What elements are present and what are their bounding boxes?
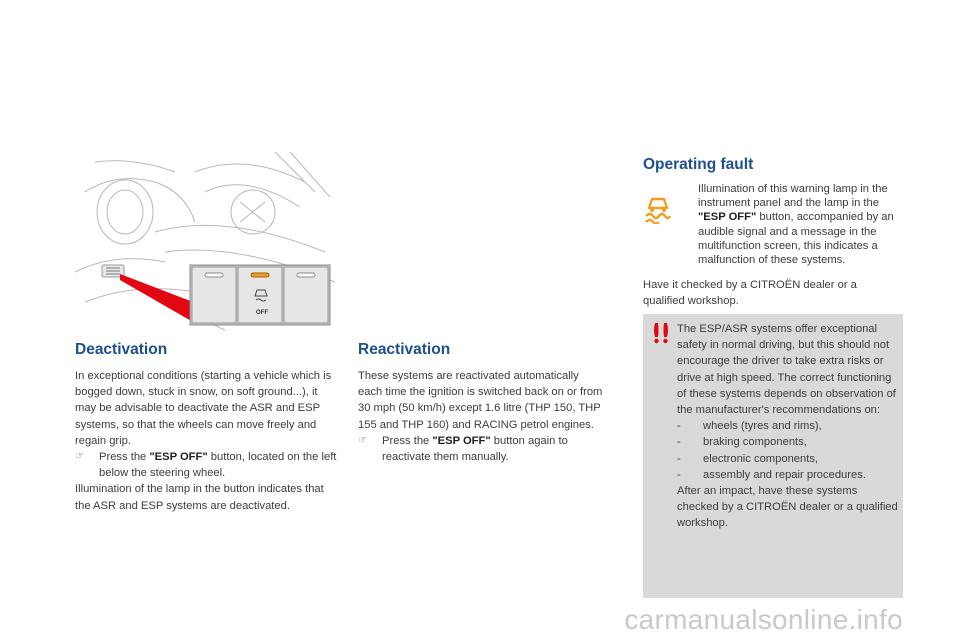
reactivation-title: Reactivation (358, 341, 451, 358)
lamp-text-1: Illumination of this warning lamp in the instrument panel and the lamp in the (698, 183, 888, 210)
operating-fault-title: Operating fault (643, 156, 754, 173)
lamp-row (643, 182, 905, 267)
list-item: - braking components, (677, 434, 899, 450)
reactivation-section (358, 341, 606, 465)
list-item-text: wheels (tyres and rims), (703, 420, 822, 433)
list-item: - assembly and repair procedures. (677, 467, 899, 483)
watermark: carmanualsonline.info (624, 604, 903, 635)
list-item-text: assembly and repair procedures. (703, 468, 866, 481)
bullet-prefix: Press the (99, 451, 150, 464)
exclamation-warning-icon (651, 322, 671, 349)
dashboard-illustration (75, 152, 338, 332)
pointer-wedge (120, 274, 193, 322)
check-text: Have it checked by a CITROËN dealer or a qualified workshop. (643, 279, 857, 308)
deactivation-para2: Illumination of the lamp in the button indicates that the ASR and ESP systems are deactivated. (75, 483, 324, 512)
esp-off-bold: "ESP OFF" (432, 434, 491, 447)
bullet-suffix: button again to reactivate them manually. (382, 434, 568, 464)
deactivation-bullet-text (99, 449, 340, 481)
dashboard-drawing (75, 152, 338, 332)
list-item-text: electronic components, (703, 452, 819, 465)
deactivation-para1: In exceptional conditions (starting a vehicle which is bogged down, stuck in snow, on soft ground...), it may be advisable to deactivate the ASR and ESP systems, so that the wheels can move freely and regain grip. (75, 370, 332, 447)
lamp-text-2: button, accompanied by an audible signal and a message in the multifunction screen, this indicates a malfunction of these systems. (698, 211, 894, 267)
warning-outro: After an impact, have these systems checked by a CITROËN dealer or a qualified workshop. (677, 485, 898, 530)
bullet-prefix: Press the (382, 434, 433, 447)
warning-intro: The ESP/ASR systems offer exceptional safety in normal driving, but this should not encourage the driver to take extra risks or drive at high speed. The correct functioning of these systems depends on observation of the manufacturer's recommendations on: (677, 323, 896, 417)
reactivation-para1: These systems are reactivated automatically each time the ignition is switched back on or from 30 mph (50 km/h) except 1.6 litre (THP 150, THP 155 and THP 160) and RACING petrol engines. (358, 370, 603, 431)
bullet-suffix: button, located on the left below the steering wheel. (99, 451, 337, 480)
sketch-line (95, 161, 175, 172)
list-item-text: braking components, (703, 436, 807, 449)
reactivation-bullet-text (382, 433, 606, 465)
hand-pointer-icon: ☞ (358, 434, 367, 446)
lamp-description (698, 182, 903, 267)
list-item: - electronic components, (677, 451, 899, 467)
deactivation-bullet (75, 449, 340, 481)
list-item: - wheels (tyres and rims), (677, 418, 899, 434)
recommendation-list (677, 418, 899, 483)
esp-off-bold: "ESP OFF" (149, 451, 208, 464)
warning-content (677, 321, 899, 532)
reactivation-bullet (358, 433, 606, 465)
esp-off-label: OFF (256, 310, 268, 316)
hand-pointer-icon: ☞ (75, 451, 84, 463)
esp-off-bold: "ESP OFF" (698, 211, 757, 224)
deactivation-section (75, 341, 340, 514)
esp-warning-lamp-icon (643, 182, 698, 267)
warning-box (643, 314, 903, 598)
operating-fault-section (643, 156, 905, 310)
deactivation-title: Deactivation (75, 341, 168, 358)
